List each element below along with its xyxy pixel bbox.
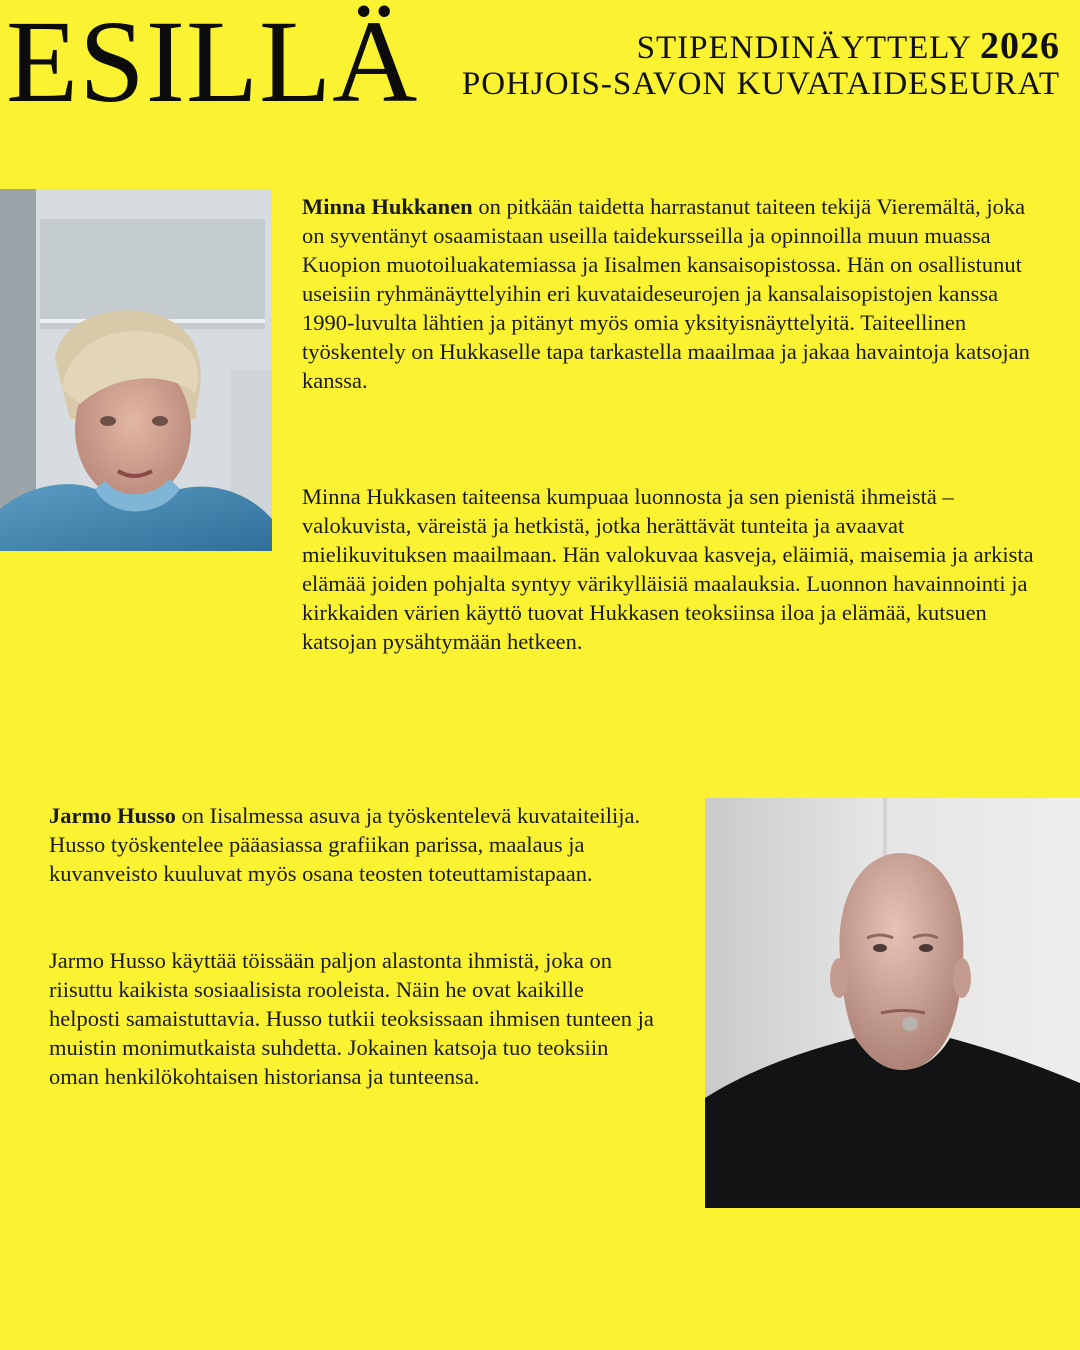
header-line-1 bbox=[462, 25, 1060, 67]
portrait-man-image bbox=[705, 798, 1080, 1208]
artist-name-minna: Minna Hukkanen bbox=[302, 194, 473, 219]
minna-bio-paragraph-2: Minna Hukkasen taiteensa kumpuaa luonnosta ja sen pienistä ihmeistä – valokuvista, väreistä ja hetkistä, jotka herättävät tunteita ja avaavat mielikuvituksen maailmaan. Hän valokuvaa kasveja, eläimiä, maisemia ja arkista elämää joiden pohjalta syntyy värikylläisiä maalauksia. Luonnon havainnointi ja kirkkaiden värien käyttö tuovat Hukkasen teoksiinsa iloa ja elämää, kutsuen katsojan pysähtymään hetkeen. bbox=[302, 484, 1034, 654]
minna-bio-paragraph-1 bbox=[302, 192, 1042, 395]
minna-intro-text: on pitkään taidetta harrastanut taiteen tekijä Vieremältä, joka on syventänyt osaamistaan useilla taidekursseilla ja opinnoilla muun muassa Kuopion muotoiluakatemiassa ja Iisalmen kansaisopistossa. Hän on osallistunut useisiin ryhmänäyttelyihin eri kuvataideseurojen ja kansalaisopistojen kanssa 1990-luvulta lähtien ja pitänyt myös omia yksityisnäyttelyitä. Taiteellinen työskentely on Hukkaselle tapa tarkastella maailmaa ja jakaa havaintoja katsojan kanssa. bbox=[302, 194, 1030, 393]
exhibition-header bbox=[461, 25, 1060, 102]
jarmo-intro-text: on Iisalmessa asuva ja työskentelevä kuvataiteilija. Husso työskentelee pääasiassa grafiikan parissa, maalaus ja kuvanveisto kuuluvat myös osana teosten toteuttamistapaan. bbox=[49, 803, 641, 886]
artist-name-jarmo: Jarmo Husso bbox=[49, 803, 176, 828]
header-title: STIPENDINÄYTTELY bbox=[636, 30, 972, 66]
exhibition-logo: ESILLÄ bbox=[6, 0, 419, 127]
artist-photo-minna bbox=[0, 189, 272, 551]
header-year: 2026 bbox=[980, 25, 1060, 67]
header-line-2: POHJOIS-SAVON KUVATAIDESEURAT bbox=[461, 66, 1060, 102]
portrait-woman-image bbox=[0, 189, 272, 551]
artist-photo-jarmo bbox=[705, 798, 1080, 1208]
jarmo-bio-paragraph-2: Jarmo Husso käyttää töissään paljon alastonta ihmistä, joka on riisuttu kaikista sosiaalisista rooleista. Näin he ovat kaikille helposti samaistuttavia. Husso tutkii teoksissaan ihmisen tunteen ja muistin monimutkaista suhdetta. Jokainen katsoja tuo teoksiin oman henkilökohtaisen historiansa ja tunteensa. bbox=[49, 948, 654, 1089]
jarmo-bio-paragraph-1 bbox=[49, 801, 659, 888]
